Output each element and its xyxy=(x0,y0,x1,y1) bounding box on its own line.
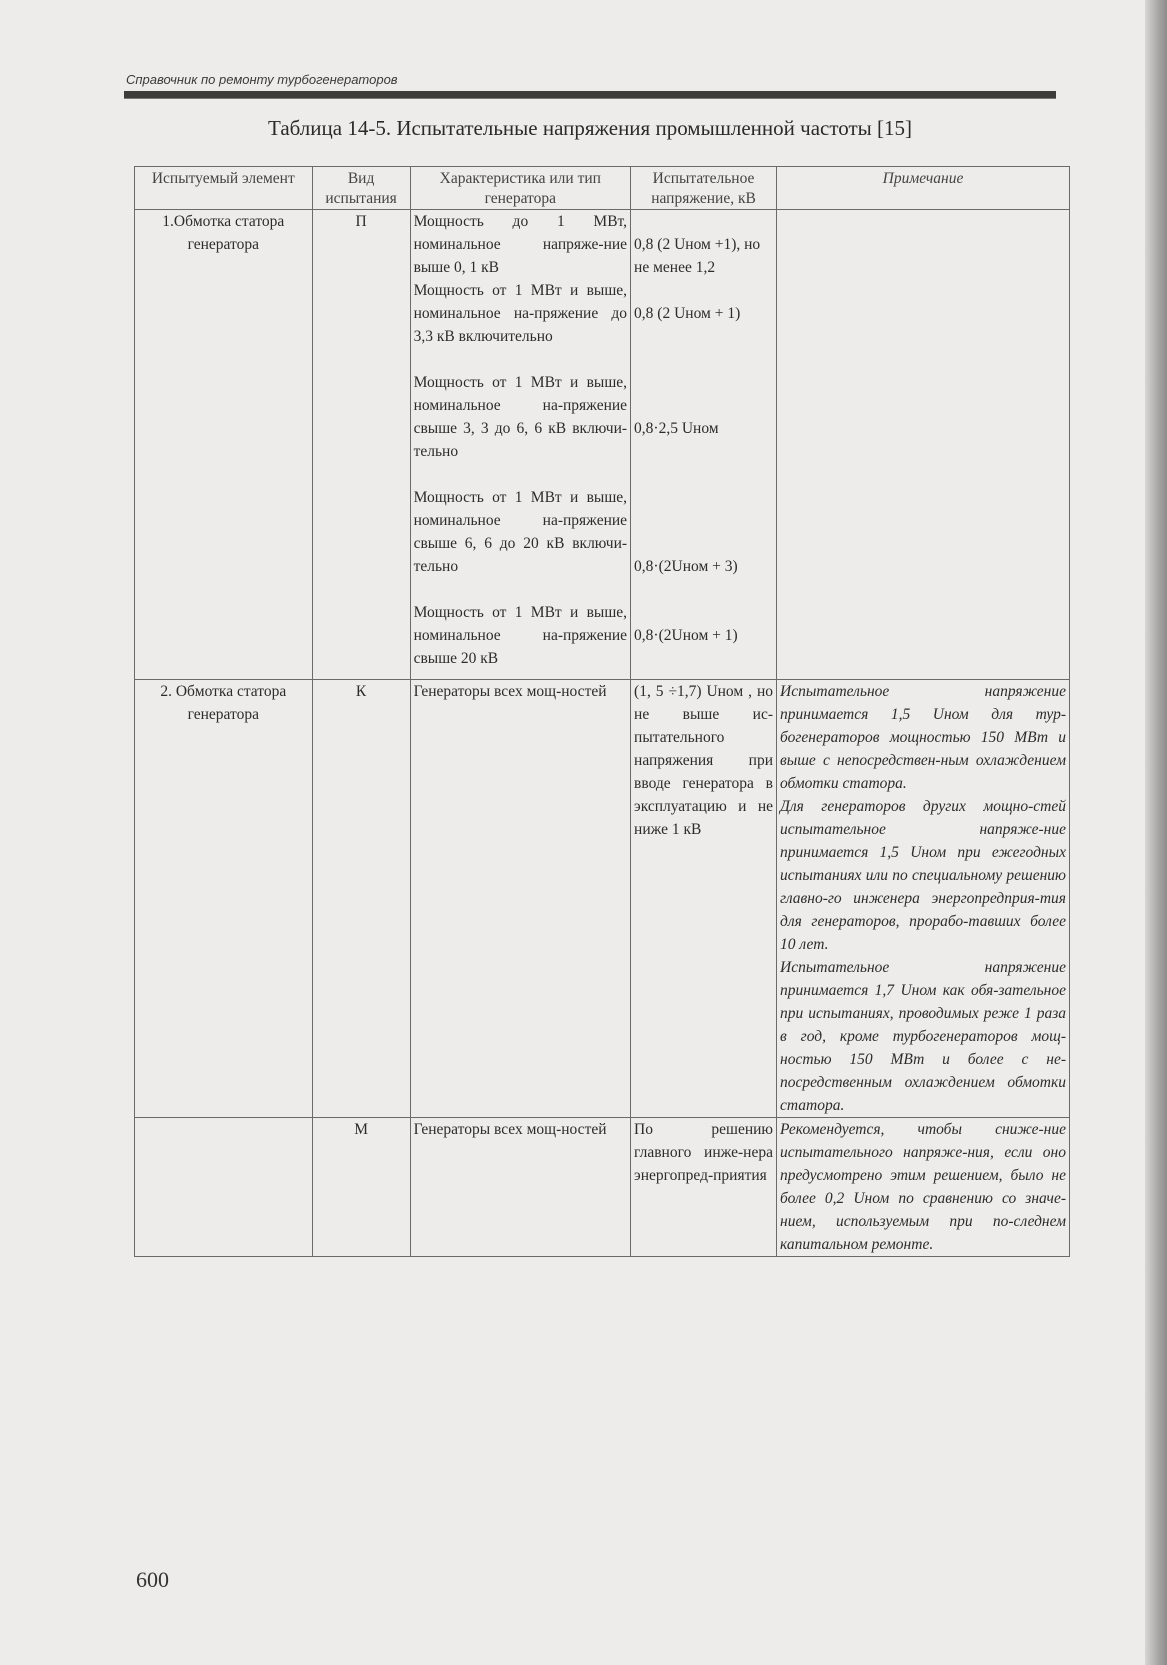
note-paragraph: Для генераторов других мощно-стей испытательное напряже-ние принимается 1,5 Uном при ежегодных испытаниях или по специальному решению главно-го инженера энергопредприя-тия для генераторов, прорабо-тавших более 10 лет. xyxy=(780,798,1066,953)
page-number: 600 xyxy=(136,1567,169,1592)
table-header-row xyxy=(135,167,1070,210)
table-title: Таблица 14-5. Испытательные напряжения промышленной частоты [15] xyxy=(268,116,912,140)
voltage-value: 0,8·(2Uном + 1) xyxy=(634,627,738,644)
characteristic-segment: Мощность от 1 МВт и выше, номинальное на-пряжение свыше 20 кВ xyxy=(413,604,628,667)
voltage-value: 0,8·(2Uном + 3) xyxy=(634,558,738,575)
col-header-element: Испытуемый элемент xyxy=(135,167,313,210)
cell-characteristic xyxy=(410,680,630,1118)
col-header-note: Примечание xyxy=(777,167,1070,210)
cell-note xyxy=(777,680,1070,1118)
cell-element: 2. Обмотка статора генератора xyxy=(135,680,313,1118)
cell-note: Рекомендуется, чтобы сниже-ние испытательного напряже-ния, если оно предусмотрено этим решением, было не более 0,2 Uном по сравнению со значе-нием, используемым при по-следнем капитальном ремонте. xyxy=(777,1118,1070,1257)
note-paragraph: Испытательное напряжение принимается 1,7 Uном как обя-зательное при испытаниях, проводимых реже 1 раза в год, кроме турбогенераторов мощ-ностью 150 МВт и более с не-посредственным охлаждением обмотки статора. xyxy=(780,959,1066,1114)
cell-element xyxy=(135,1118,313,1257)
characteristic-text: Генераторы всех мощ-ностей xyxy=(413,1121,607,1138)
col-header-voltage: Испытательное напряжение, кВ xyxy=(631,167,777,210)
running-head-text: Справочник по ремонту турбогенераторов xyxy=(126,72,398,87)
voltage-value: 0,8 (2 Uном + 1) xyxy=(634,305,741,322)
cell-voltage xyxy=(631,210,777,680)
table-row xyxy=(135,1118,1070,1257)
characteristic-segment: Мощность до 1 МВт, номинальное напряже-ние выше 0, 1 кВ xyxy=(413,213,628,276)
header-rule xyxy=(124,91,1056,99)
voltage-value: По решению главного инже-нера энергопред-приятия xyxy=(634,1121,773,1184)
cell-test-type: П xyxy=(312,210,410,680)
characteristic-segment: Мощность от 1 МВт и выше, номинальное на-пряжение до 3,3 кВ включительно xyxy=(413,282,628,345)
running-header xyxy=(124,72,1056,99)
table-row xyxy=(135,210,1070,680)
cell-characteristic xyxy=(410,1118,630,1257)
note-paragraph: Испытательное напряжение принимается 1,5 Uном для тур-богенераторов мощностью 150 МВт и выше с непосредствен-ным охлаждением обмотки статора. xyxy=(780,683,1066,792)
cell-voltage xyxy=(631,1118,777,1257)
cell-test-type: М xyxy=(312,1118,410,1257)
cell-element: 1.Обмотка статора генератора xyxy=(135,210,313,680)
col-header-test-type: Вид испытания xyxy=(312,167,410,210)
cell-characteristic xyxy=(410,210,630,680)
col-header-characteristic: Характеристика или тип генератора xyxy=(410,167,630,210)
characteristic-segment: Мощность от 1 МВт и выше, номинальное на-пряжение свыше 3, 3 до 6, 6 кВ включи-тельно xyxy=(413,374,628,460)
cell-test-type: К xyxy=(312,680,410,1118)
cell-note xyxy=(777,210,1070,680)
table-row xyxy=(135,680,1070,1118)
voltage-value: (1, 5 ÷1,7) Uном , но не выше ис-пытательного напряжения при вводе генератора в эксплуатацию и не ниже 1 кВ xyxy=(634,683,773,838)
cell-voltage xyxy=(631,680,777,1118)
characteristic-segment: Мощность от 1 МВт и выше, номинальное на-пряжение свыше 6, 6 до 20 кВ включи-тельно xyxy=(413,489,628,575)
characteristic-text: Генераторы всех мощ-ностей xyxy=(413,683,607,700)
voltage-table xyxy=(134,166,1070,1257)
page-edge-shadow xyxy=(1145,0,1167,1665)
voltage-value: 0,8 (2 Uном +1), но не менее 1,2 xyxy=(634,236,761,276)
voltage-value: 0,8·2,5 Uном xyxy=(634,420,719,437)
